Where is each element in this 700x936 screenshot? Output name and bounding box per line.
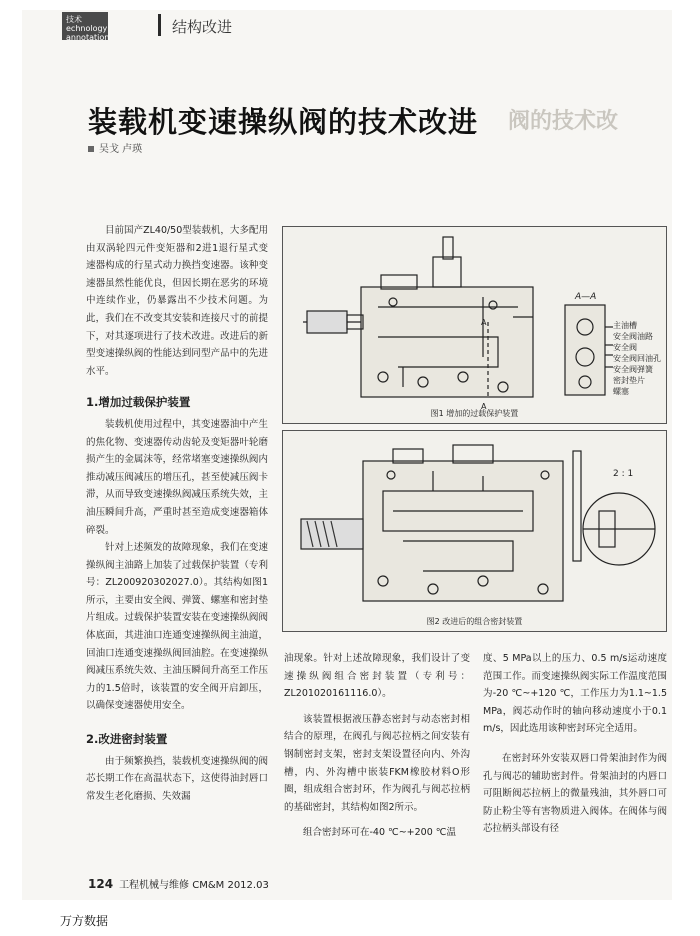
page-footer [88, 876, 269, 891]
figure-2-drawing [283, 431, 666, 631]
section-label-a-a: A—A [575, 292, 597, 302]
article-title: 装载机变速操纵阀的技术改进 [88, 105, 479, 139]
paragraph: 针对上述频发的故障现象，我们在变速操纵阀主油路上加装了过载保护装置（专利号：ZL200920302027.0）。其结构如图1所示，主要由安全阀、弹簧、螺塞和密封垫片组成。过载保护装置安装在变速操纵阀阀体底面，其进油口连通变速操纵阀主油道，回油口连通变速操纵阀回油腔。在变速操纵阀减压系统失效、主油压瞬间升高至工作压力的1.5倍时，该装置的安全阀开启卸压，以确保变速器使用安全。 [86, 542, 268, 712]
logo-line-1: 技术 [66, 15, 82, 24]
column-3 [483, 650, 667, 838]
paragraph: 装载机使用过程中，其变速器油中产生的焦化物、变速器传动齿轮及变矩器叶轮磨损产生的金属沫等，经常堵塞变速操纵阀内推动减压阀减压的增压孔，甚至使减压阀卡滞，从而导致变速操纵阀减压系统失效，主油压瞬间升高，严重时甚至造成变速器箱体碎裂。 [86, 418, 268, 536]
section-heading-2: 2.改进密封装置 [86, 732, 168, 747]
callout-label: 安全阀 [613, 343, 637, 352]
figure-1-drawing [283, 227, 666, 423]
paragraph: 由于频繁换挡，装载机变速操纵阀的阀芯长期工作在高温状态下，这使得油封唇口常发生老化磨损、失效漏 [86, 755, 268, 802]
paragraph: 组合密封环可在-40 ℃~+200 ℃温 [303, 827, 456, 839]
figure-2-scale: 2 : 1 [613, 469, 634, 479]
logo-line-2: echnology [66, 24, 108, 33]
section-heading-1: 1.增加过载保护装置 [86, 395, 191, 410]
watermark: 万方数据 [60, 914, 109, 928]
figure-2 [282, 430, 667, 632]
paragraph: 度、5 MPa以上的压力、0.5 m/s运动速度范围工作。而变速操纵阀实际工作温度范围为-20 ℃~+120 ℃，工作压力为1.1~1.5 MPa，阀芯动作时的轴向移动速度小于0.1 m/s，因此选用该种密封环完全适用。 [483, 653, 667, 735]
callout-label: 安全阀弹簧 [613, 365, 653, 374]
header-divider [158, 14, 161, 36]
callout-label: 安全阀回油孔 [613, 354, 661, 363]
logo-line-3: annotation [66, 33, 110, 42]
paragraph: 目前国产ZL40/50型装载机，大多配用由双涡轮四元件变矩器和2进1退行星式变速器构成的行星式动力换挡变速器。该种变速器虽然性能优良，但因长期在恶劣的环境中连续作业，仍暴露出不少技术问题。为此，我们在不改变其安装和连接尺寸的前提下，对其逐项进行了技术改进。改进后的新型变速操纵阀的性能达到同型产品中的先进水平。 [86, 225, 268, 377]
journal-name: 工程机械与维修 CM&M 2012.03 [119, 880, 269, 891]
technology-annotation-logo [62, 12, 108, 40]
figure-2-caption: 图2 改进后的组合密封装置 [426, 617, 523, 626]
paragraph: 该装置根据液压静态密封与动态密封相结合的原理，在阀孔与阀芯拉柄之间安装有钢制密封支架，密封支架设置径向内、外沟槽，内、外沟槽中嵌装FKM橡胶材料O形圈，组成组合密封环，作为阀孔与阀芯拉柄的基础密封，其结构如图2所示。 [284, 713, 470, 813]
callout-label: 螺塞 [613, 387, 629, 396]
callout-label: 密封垫片 [613, 376, 645, 385]
section-mark-a-upper: A [481, 318, 487, 327]
figure-1-callouts [613, 320, 661, 397]
paragraph: 在密封环外安装双唇口骨架油封作为阀孔与阀芯的辅助密封件。骨架油封的内唇口可阻断阀芯拉柄上的微量残油，其外唇口可防止粉尘等有害物质进入阀体。在阀体与阀芯拉柄头部设有径 [483, 752, 667, 835]
paragraph: 油现象。针对上述故障现象，我们设计了变速操纵阀组合密封装置（专利号：ZL201020161116.0）。 [284, 653, 470, 700]
page-number: 124 [88, 877, 114, 891]
article-author: 吴戈 卢瑛 [88, 140, 142, 155]
bleed-through-text: 阀的技术改 [508, 109, 619, 134]
section-mark-a-lower: A [481, 402, 487, 411]
figure-1-caption: 图1 增加的过载保护装置 [430, 409, 519, 418]
callout-label: 主油槽 [613, 321, 637, 330]
figure-1 [282, 226, 667, 424]
column-2 [284, 650, 470, 842]
column-1 [86, 222, 268, 805]
section-name: 结构改进 [172, 18, 233, 36]
callout-label: 安全阀油路 [613, 332, 653, 341]
